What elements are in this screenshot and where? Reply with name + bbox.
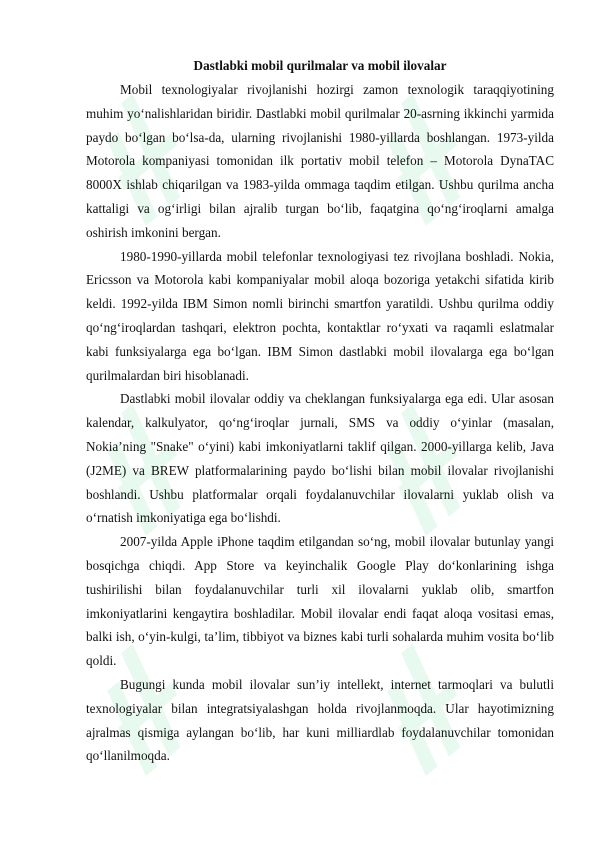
document-page	[86, 56, 554, 768]
paragraph-1: Mobil texnologiyalar rivojlanishi hozirgi zamon texnologik taraqqiyotining muhim yo‘nalishlaridan biridir. Dastlabki mobil qurilmalar 20-asrning ikkinchi yarmida paydo bo‘lgan bo‘lsa-da, ularning rivojlanishi 1980-yillarda boshlangan. 1973-yilda Motorola kompaniyasi tomonidan ilk portativ mobil telefon – Motorola DynaTAC 8000X ishlab chiqarilgan va 1983-yilda ommaga taqdim etilgan. Ushbu qurilma ancha kattaligi va og‘irligi bilan ajralib turgan bo‘lib, faqatgina qo‘ng‘iroqlarni amalga oshirish imkonini bergan.	[86, 82, 554, 240]
document-title: Dastlabki mobil qurilmalar va mobil ilovalar	[193, 58, 447, 73]
paragraph-2: 1980-1990-yillarda mobil telefonlar texnologiyasi tez rivojlana boshladi. Nokia, Ericsson va Motorola kabi kompaniyalar mobil aloqa bozoriga yetakchi sifatida kirib keldi. 1992-yilda IBM Simon nomli birinchi smartfon yaratildi. Ushbu qurilma oddiy qo‘ng‘iroqlardan tashqari, elektron pochta, kontaktlar ro‘yxati va raqamli eslatmalar kabi funksiyalarga ega bo‘lgan. IBM Simon dastlabki mobil ilovalarga ega bo‘lgan qurilmalardan biri hisoblanadi.	[86, 248, 554, 383]
paragraph-3: Dastlabki mobil ilovalar oddiy va cheklangan funksiyalarga ega edi. Ular asosan kalendar, kalkulyator, qo‘ng‘iroqlar jurnali, SMS va oddiy o‘yinlar (masalan, Nokia’ning "Snake" o‘yini) kabi imkoniyatlarni taklif qilgan. 2000-yillarga kelib, Java (J2ME) va BREW platformalarining paydo bo‘lishi bilan mobil ilovalar rivojlanishi boshlandi. Ushbu platformalar orqali foydalanuvchilar ilovalarni yuklab olish va o‘rnatish imkoniyatiga ega bo‘lishdi.	[86, 391, 554, 526]
paragraph-4: 2007-yilda Apple iPhone taqdim etilgandan so‘ng, mobil ilovalar butunlay yangi bosqichga chiqdi. App Store va keyinchalik Google Play do‘konlarining ishga tushirilishi bilan foydalanuvchilar turli xil ilovalarni yuklab olib, smartfon imkoniyatlarini kengaytira boshladilar. Mobil ilovalar endi faqat aloqa vositasi emas, balki ish, o‘yin-kulgi, ta’lim, tibbiyot va biznes kabi turli sohalarda muhim vosita bo‘lib qoldi.	[86, 534, 554, 669]
paragraph-5: Bugungi kunda mobil ilovalar sun’iy intellekt, internet tarmoqlari va bulutli texnologiyalar bilan integratsiyalashgan holda rivojlanmoqda. Ular hayotimizning ajralmas qismiga aylangan bo‘lib, har kuni milliardlab foydalanuvchilar tomonidan qo‘llanilmoqda.	[86, 676, 554, 764]
